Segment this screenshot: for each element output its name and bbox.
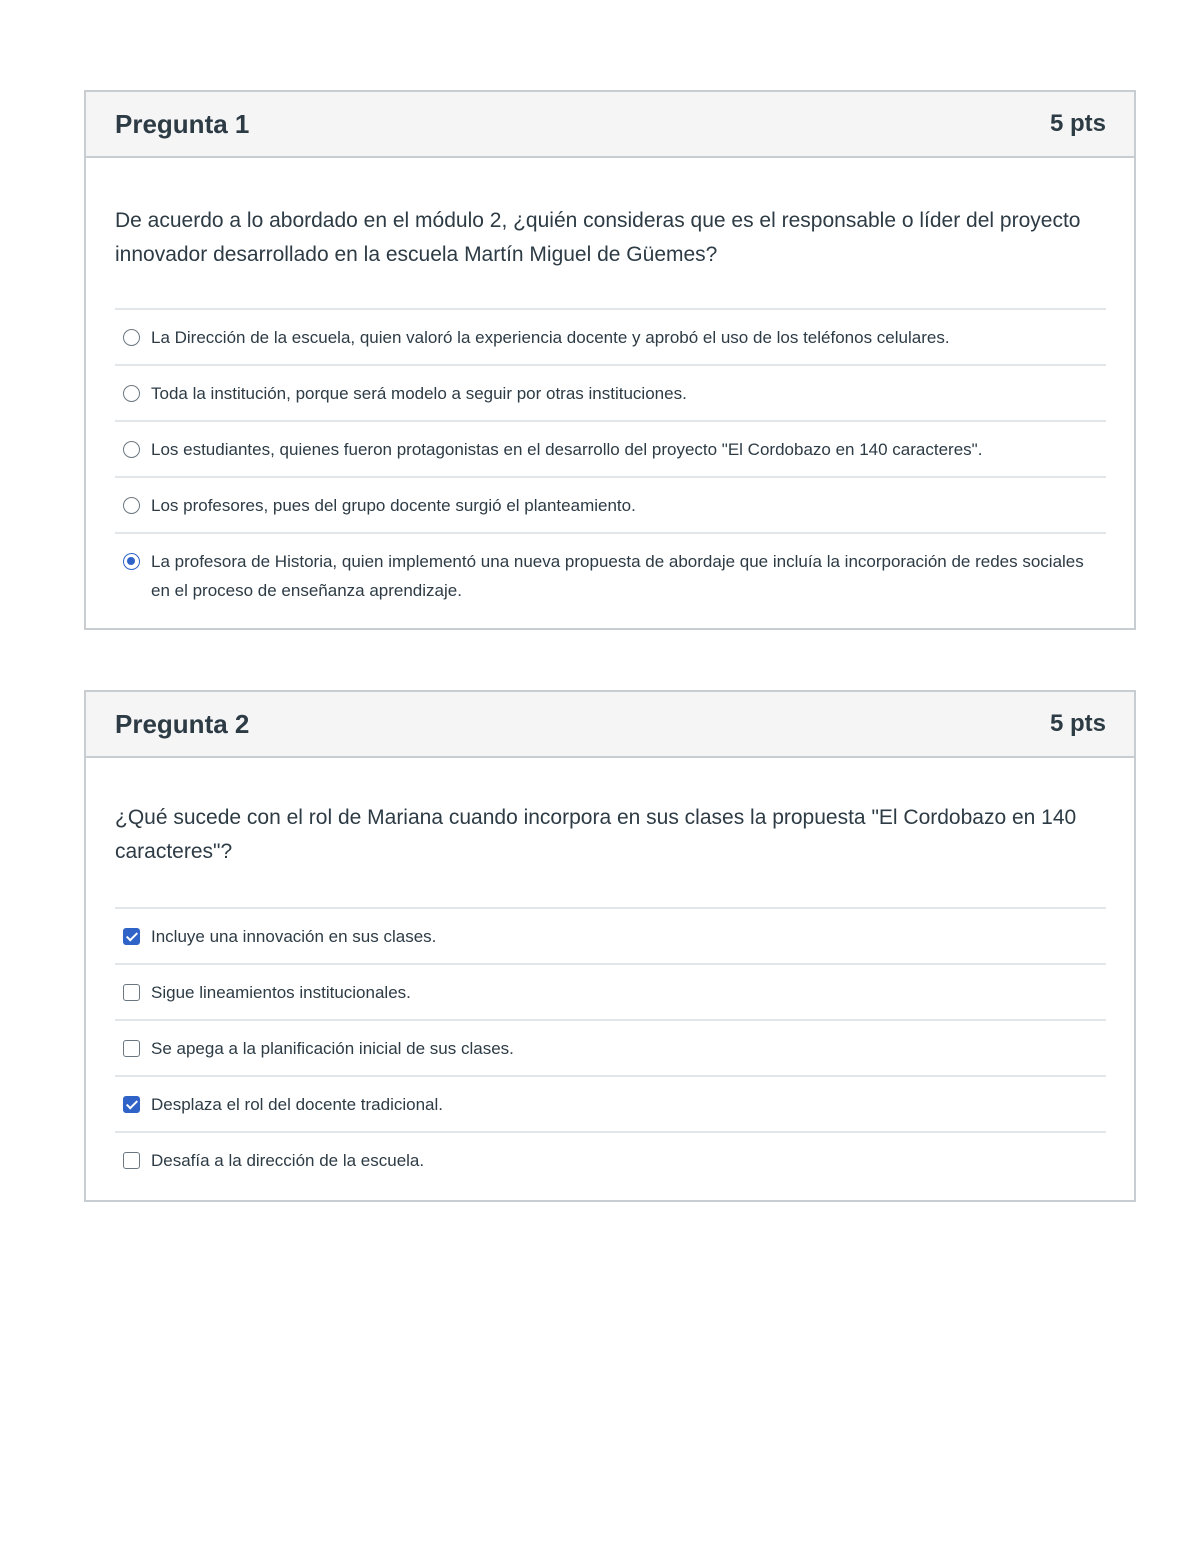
- question-2-answer-2[interactable]: [115, 963, 1106, 1019]
- radio-button[interactable]: [123, 329, 140, 346]
- question-2-answer-4[interactable]: [115, 1075, 1106, 1131]
- radio-button[interactable]: [123, 385, 140, 402]
- answer-label: Los profesores, pues del grupo docente surgió el planteamiento.: [151, 496, 636, 515]
- checkbox[interactable]: [123, 1152, 140, 1169]
- question-1-answer-4[interactable]: [115, 476, 1106, 532]
- checkbox[interactable]: [123, 928, 140, 945]
- question-2-answer-3[interactable]: [115, 1019, 1106, 1075]
- question-2: [84, 690, 1136, 1202]
- answer-label: Sigue lineamientos institucionales.: [151, 983, 411, 1002]
- question-1-text: De acuerdo a lo abordado en el módulo 2, ¿quién consideras que es el responsable o líder del proyecto innovador desarrollado en la escuela Martín Miguel de Güemes?: [115, 209, 1081, 266]
- checkbox[interactable]: [123, 1096, 140, 1113]
- answer-label: Desplaza el rol del docente tradicional.: [151, 1095, 444, 1114]
- checkbox[interactable]: [123, 984, 140, 1001]
- question-1-header: [86, 92, 1134, 158]
- question-1-answer-1[interactable]: [115, 308, 1106, 364]
- radio-button[interactable]: [123, 497, 140, 514]
- question-1-body: [86, 158, 1134, 617]
- answer-label: Los estudiantes, quienes fueron protagonistas en el desarrollo del proyecto "El Cordobazo en 140 caracteres".: [151, 440, 983, 459]
- question-2-header: [86, 692, 1134, 758]
- question-1-answer-5[interactable]: [115, 532, 1106, 617]
- answer-label: Se apega a la planificación inicial de sus clases.: [151, 1039, 514, 1058]
- question-2-answer-1[interactable]: [115, 907, 1106, 963]
- question-2-points: 5 pts: [1049, 710, 1106, 737]
- radio-button[interactable]: [123, 441, 140, 458]
- question-1-points: 5 pts: [1049, 110, 1106, 137]
- question-2-title: Pregunta 2: [115, 708, 250, 739]
- radio-button[interactable]: [123, 553, 140, 570]
- question-1-title: Pregunta 1: [115, 108, 250, 139]
- answer-label: La Dirección de la escuela, quien valoró la experiencia docente y aprobó el uso de los teléfonos celulares.: [151, 328, 950, 347]
- checkbox[interactable]: [123, 1040, 140, 1057]
- question-1-answers: [115, 308, 1106, 617]
- question-1-answer-2[interactable]: [115, 364, 1106, 420]
- answer-label: Incluye una innovación en sus clases.: [151, 927, 437, 946]
- question-2-answer-5[interactable]: [115, 1131, 1106, 1187]
- question-2-text: ¿Qué sucede con el rol de Mariana cuando incorpora en sus clases la propuesta "El Cordobazo en 140 caracteres"?: [115, 806, 1077, 863]
- question-2-answers: [115, 907, 1106, 1187]
- question-2-body: [86, 758, 1134, 1187]
- answer-label: Desafía a la dirección de la escuela.: [151, 1151, 425, 1170]
- answer-label: La profesora de Historia, quien implementó una nueva propuesta de abordaje que incluía la incorporación de redes sociales en el proceso de enseñanza aprendizaje.: [151, 552, 1084, 600]
- question-1: [84, 90, 1136, 630]
- question-1-answer-3[interactable]: [115, 420, 1106, 476]
- answer-label: Toda la institución, porque será modelo a seguir por otras instituciones.: [151, 384, 687, 403]
